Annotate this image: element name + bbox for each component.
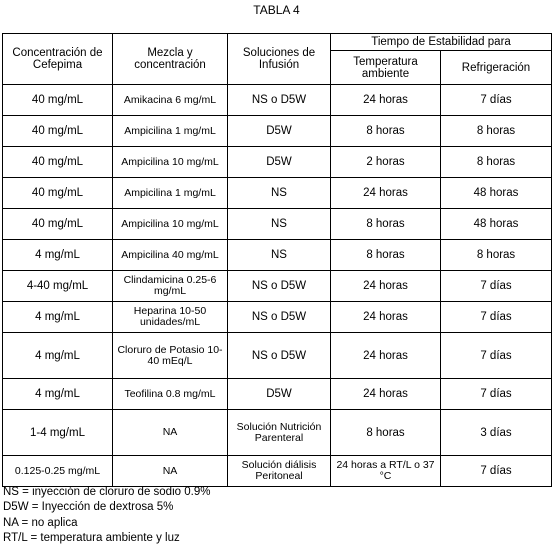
header-stability: Tiempo de Estabilidad para [331, 34, 552, 51]
table-row [3, 85, 552, 116]
cell-refrigeration: 8 horas [441, 240, 552, 271]
cell-solution: NS o D5W [228, 333, 331, 379]
cell-mixture: Cloruro de Potasio 10-40 mEq/L [113, 333, 228, 379]
cell-solution: D5W [228, 116, 331, 147]
cell-refrigeration: 7 días [441, 333, 552, 379]
cell-solution: NS [228, 240, 331, 271]
stability-table [2, 33, 552, 487]
footnote: NS = inyección de cloruro de sodio 0.9% [3, 486, 211, 498]
footnote: RT/L = temperatura ambiente y luz [3, 531, 180, 544]
cell-solution: D5W [228, 379, 331, 410]
cell-room-temp: 24 horas [331, 178, 441, 209]
cell-solution: NS [228, 178, 331, 209]
cell-room-temp: 8 horas [331, 116, 441, 147]
cell-concentration: 4 mg/mL [3, 379, 113, 410]
table-row [3, 209, 552, 240]
table-row [3, 271, 552, 302]
footnotes [3, 485, 210, 546]
header-solutions: Soluciones de Infusión [228, 34, 331, 85]
cell-mixture: NA [113, 410, 228, 456]
cell-refrigeration: 7 días [441, 85, 552, 116]
cell-mixture: Ampicilina 1 mg/mL [113, 178, 228, 209]
cell-concentration: 4-40 mg/mL [3, 271, 113, 302]
cell-room-temp: 8 horas [331, 209, 441, 240]
cell-room-temp: 24 horas [331, 85, 441, 116]
cell-solution: Solución diálisis Peritoneal [228, 456, 331, 487]
cell-concentration: 1-4 mg/mL [3, 410, 113, 456]
cell-solution: D5W [228, 147, 331, 178]
table-title: TABLA 4 [253, 3, 300, 17]
cell-room-temp: 24 horas [331, 379, 441, 410]
cell-solution: NS o D5W [228, 271, 331, 302]
cell-concentration: 4 mg/mL [3, 333, 113, 379]
footnote: D5W = Inyección de dextrosa 5% [3, 501, 174, 514]
header-room-temp: Temperatura ambiente [331, 51, 441, 85]
cell-refrigeration: 8 horas [441, 116, 552, 147]
cell-room-temp: 24 horas [331, 302, 441, 333]
cell-room-temp: 24 horas [331, 333, 441, 379]
cell-solution: NS o D5W [228, 85, 331, 116]
header-mixture: Mezcla y concentración [113, 34, 228, 85]
cell-refrigeration: 7 días [441, 379, 552, 410]
cell-room-temp: 24 horas [331, 271, 441, 302]
cell-concentration: 40 mg/mL [3, 178, 113, 209]
cell-mixture: Heparina 10-50 unidades/mL [113, 302, 228, 333]
cell-refrigeration: 8 horas [441, 147, 552, 178]
cell-mixture: NA [113, 456, 228, 487]
table-row [3, 333, 552, 379]
header-concentration: Concentración de Cefepima [3, 34, 113, 85]
table-row [3, 410, 552, 456]
cell-refrigeration: 7 días [441, 271, 552, 302]
cell-solution: NS o D5W [228, 302, 331, 333]
table-row [3, 240, 552, 271]
cell-mixture: Clindamicina 0.25-6 mg/mL [113, 271, 228, 302]
table-row [3, 379, 552, 410]
cell-mixture: Teofilina 0.8 mg/mL [113, 379, 228, 410]
cell-mixture: Ampicilina 10 mg/mL [113, 209, 228, 240]
cell-room-temp: 8 horas [331, 240, 441, 271]
cell-concentration: 40 mg/mL [3, 116, 113, 147]
table-row [3, 456, 552, 487]
cell-room-temp: 8 horas [331, 410, 441, 456]
cell-concentration: 40 mg/mL [3, 147, 113, 178]
cell-concentration: 40 mg/mL [3, 209, 113, 240]
table-row [3, 302, 552, 333]
cell-refrigeration: 48 horas [441, 178, 552, 209]
cell-mixture: Ampicilina 10 mg/mL [113, 147, 228, 178]
table-row [3, 116, 552, 147]
cell-solution: NS [228, 209, 331, 240]
cell-room-temp: 24 horas a RT/L o 37 °C [331, 456, 441, 487]
cell-refrigeration: 7 días [441, 302, 552, 333]
header-refrigeration: Refrigeración [441, 51, 552, 85]
footnote: NA = no aplica [3, 516, 78, 529]
cell-refrigeration: 7 días [441, 456, 552, 487]
cell-mixture: Ampicilina 40 mg/mL [113, 240, 228, 271]
cell-mixture: Ampicilina 1 mg/mL [113, 116, 228, 147]
cell-concentration: 4 mg/mL [3, 240, 113, 271]
cell-concentration: 4 mg/mL [3, 302, 113, 333]
table-row [3, 178, 552, 209]
cell-concentration: 40 mg/mL [3, 85, 113, 116]
cell-room-temp: 2 horas [331, 147, 441, 178]
cell-mixture: Amikacina 6 mg/mL [113, 85, 228, 116]
cell-solution: Solución Nutrición Parenteral [228, 410, 331, 456]
cell-concentration: 0.125-0.25 mg/mL [3, 456, 113, 487]
cell-refrigeration: 48 horas [441, 209, 552, 240]
cell-refrigeration: 3 días [441, 410, 552, 456]
table-row [3, 147, 552, 178]
